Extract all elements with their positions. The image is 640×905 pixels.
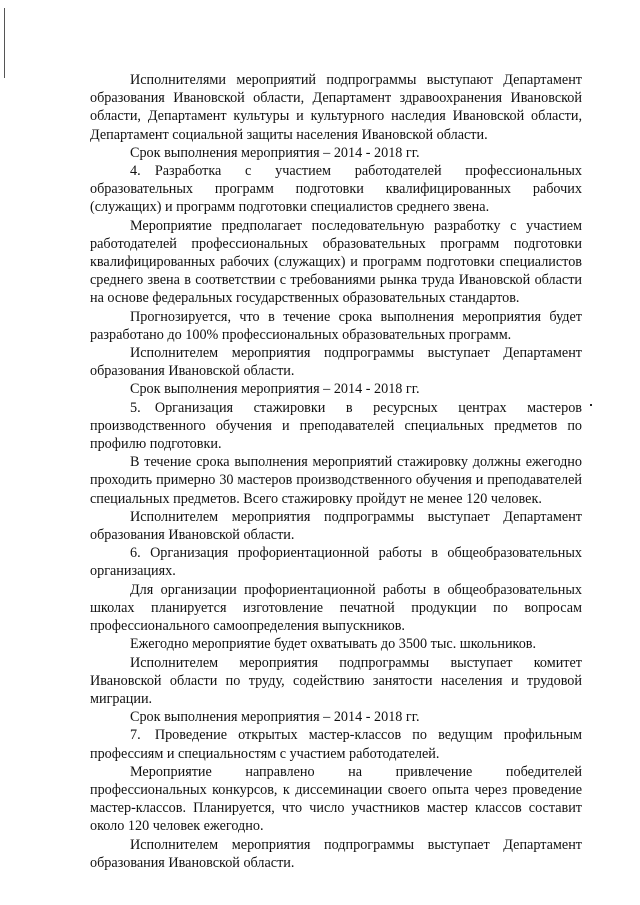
- paragraph-executors: Исполнителями мероприятий подпрограммы выступают Департамент образования Ивановской области, Департамент здравоохранения Ивановской области, Департамент культуры и культурного наследия Ивановской области, Департамент социальной защиты населения Ивановской области.: [90, 72, 582, 143]
- paragraph-item-6-deadline: Срок выполнения мероприятия – 2014 - 2018 гг.: [130, 709, 420, 726]
- paragraph-item-6-executor: Исполнителем мероприятия подпрограммы выступает комитет Ивановской области по труду, содействию занятости населения и трудовой миграции.: [90, 654, 582, 707]
- paragraph-item-7-executor: Исполнителем мероприятия подпрограммы выступает Департамент образования Ивановской области.: [90, 836, 582, 871]
- document-body: [90, 71, 582, 872]
- paragraph-item-7-description: Мероприятие направлено на привлечение победителей профессиональных конкурсов, к диссеминации своего опыта через проведение мастер-классов. Планируется, что число участников мастер классов составит около 120 человек ежегодно.: [90, 763, 582, 835]
- paragraph-item-5-description: В течение срока выполнения мероприятий стажировку должны ежегодно проходить примерно 30 мастеров производственного обучения и преподавателей специальных предметов. Всего стажировку пройдут не менее 120 человек.: [90, 454, 582, 507]
- paragraph-deadline: Срок выполнения мероприятия – 2014 - 2018 гг.: [130, 144, 420, 161]
- paragraph-item-4-executor: Исполнителем мероприятия подпрограммы выступает Департамент образования Ивановской области.: [90, 345, 582, 380]
- paragraph-item-7-heading: 7. Проведение открытых мастер-классов по ведущим профильным профессиям и специальностям с участием работодателей.: [90, 727, 582, 762]
- paragraph-item-4-heading: 4. Разработка с участием работодателей профессиональных образовательных программ подготовки квалифицированных рабочих (служащих) и программ подготовки специалистов среднего звена.: [90, 163, 582, 216]
- binding-margin-line: [4, 8, 7, 78]
- paragraph-item-4-description: Мероприятие предполагает последовательную разработку с участием работодателей профессиональных образовательных программ подготовки квалифицированных рабочих (служащих) и программ подготовки специалистов среднего звена в соответствии с требованиями рынка труда Ивановской области на основе федеральных государственных образовательных стандартов.: [90, 217, 582, 307]
- paragraph-item-5-executor: Исполнителем мероприятия подпрограммы выступает Департамент образования Ивановской области.: [90, 508, 582, 544]
- paragraph-item-5-heading: 5. Организация стажировки в ресурсных центрах мастеров производственного обучения и преподавателей специальных предметов по профилю подготовки.: [90, 399, 582, 453]
- paragraph-item-4-forecast: Прогнозируется, что в течение срока выполнения мероприятия будет разработано до 100% профессиональных образовательных программ.: [90, 308, 582, 343]
- paragraph-item-4-deadline: Срок выполнения мероприятия – 2014 - 2018 гг.: [130, 381, 420, 398]
- paragraph-item-6-coverage: Ежегодно мероприятие будет охватывать до 3500 тыс. школьников.: [130, 636, 537, 653]
- paragraph-item-6-description: Для организации профориентационной работы в общеобразовательных школах планируется изготовление печатной продукции по вопросам профессионального самоопределения выпускников.: [90, 581, 582, 635]
- paragraph-item-6-heading: 6. Организация профориентационной работы в общеобразовательных организациях.: [90, 545, 582, 580]
- scan-speck: [590, 404, 592, 406]
